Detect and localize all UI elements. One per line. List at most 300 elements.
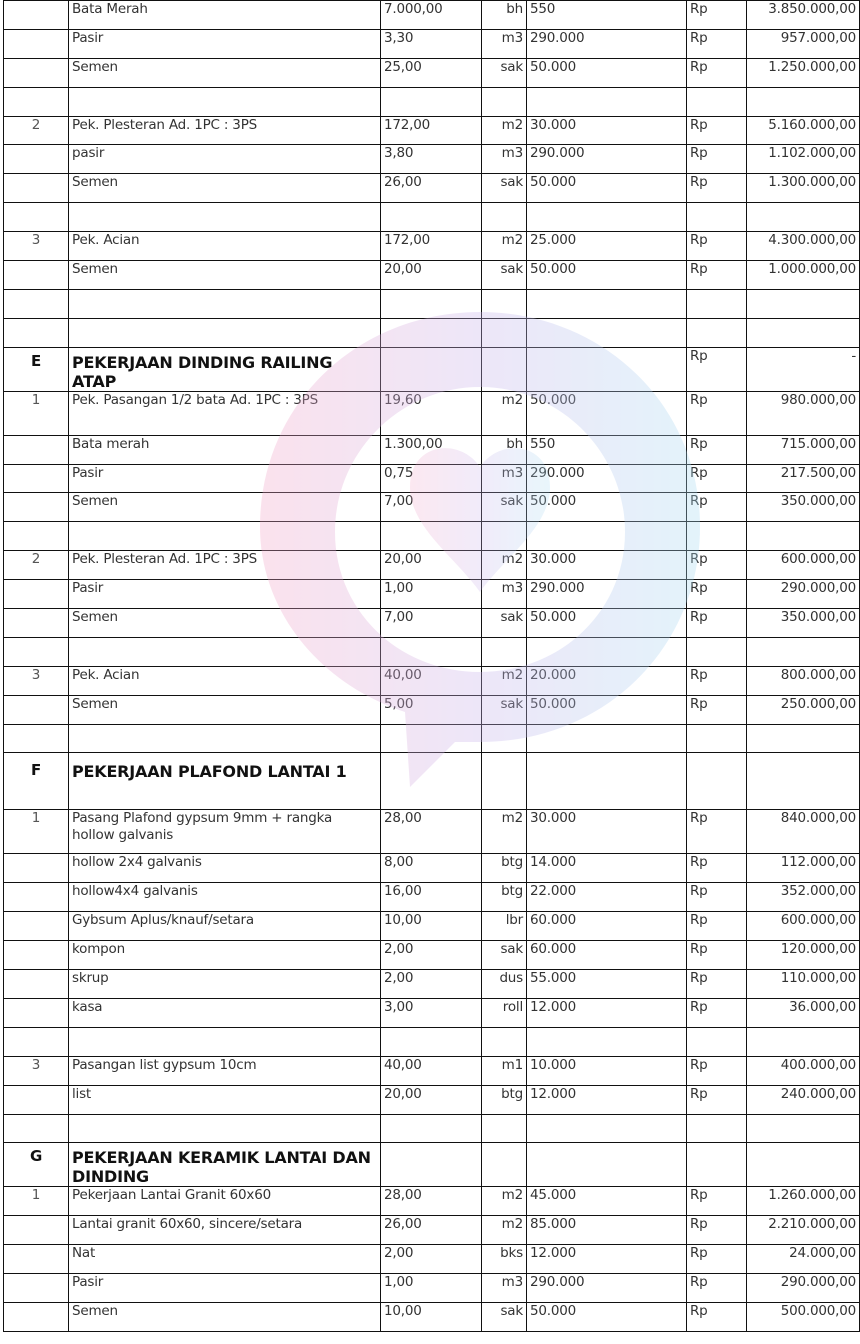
item-total: 112.000,00: [747, 854, 860, 883]
item-volume: 1.300,00: [381, 435, 482, 464]
item-unit-price: 290.000: [527, 580, 687, 609]
item-total: [747, 1114, 860, 1143]
item-volume: 8,00: [381, 854, 482, 883]
item-number: [4, 29, 69, 58]
item-volume: 172,00: [381, 232, 482, 261]
item-unit: sak: [482, 1302, 527, 1331]
blank-row: [4, 87, 860, 116]
item-unit: m3: [482, 29, 527, 58]
item-currency: Rp: [687, 1216, 747, 1245]
item-unit: [482, 347, 527, 391]
item-total: [747, 318, 860, 347]
table-row: [4, 116, 860, 145]
item-unit-price: 50.000: [527, 58, 687, 87]
item-volume: 20,00: [381, 551, 482, 580]
section-header-row: [4, 1143, 860, 1187]
item-total: 240.000,00: [747, 1085, 860, 1114]
item-unit: [482, 289, 527, 318]
item-unit: dus: [482, 970, 527, 999]
item-currency: Rp: [687, 666, 747, 695]
item-description: [69, 203, 381, 232]
item-currency: Rp: [687, 29, 747, 58]
item-unit: btg: [482, 883, 527, 912]
section-header-row: [4, 753, 860, 810]
item-description: Semen: [69, 609, 381, 638]
item-description: Semen: [69, 58, 381, 87]
item-description: [69, 1027, 381, 1056]
item-unit: bh: [482, 1, 527, 30]
item-unit-price: [527, 522, 687, 551]
item-number: [4, 854, 69, 883]
item-number: [4, 580, 69, 609]
item-unit: [482, 1027, 527, 1056]
item-description: Pekerjaan Lantai Granit 60x60: [69, 1187, 381, 1216]
item-total: 4.300.000,00: [747, 232, 860, 261]
item-description: Pek. Pasangan 1/2 bata Ad. 1PC : 3PS: [69, 391, 381, 435]
item-unit: [482, 87, 527, 116]
item-unit-price: 50.000: [527, 1302, 687, 1331]
item-total: 250.000,00: [747, 695, 860, 724]
item-description: Lantai granit 60x60, sincere/setara: [69, 1216, 381, 1245]
table-row: [4, 145, 860, 174]
table-row: [4, 1245, 860, 1274]
item-description: Semen: [69, 174, 381, 203]
item-unit-price: 55.000: [527, 970, 687, 999]
item-unit: m2: [482, 391, 527, 435]
item-unit: m2: [482, 1187, 527, 1216]
item-volume: 10,00: [381, 912, 482, 941]
item-volume: 19,60: [381, 391, 482, 435]
table-row: [4, 1274, 860, 1303]
table-row: [4, 666, 860, 695]
item-currency: Rp: [687, 58, 747, 87]
item-volume: 1,00: [381, 580, 482, 609]
item-unit-price: 85.000: [527, 1216, 687, 1245]
item-total: 1.250.000,00: [747, 58, 860, 87]
section-header-row: [4, 347, 860, 391]
item-number: [4, 1, 69, 30]
item-number: 2: [4, 551, 69, 580]
item-total: 120.000,00: [747, 941, 860, 970]
item-total: [747, 1143, 860, 1187]
item-currency: Rp: [687, 1245, 747, 1274]
item-description: Gybsum Aplus/knauf/setara: [69, 912, 381, 941]
item-unit-price: 290.000: [527, 1274, 687, 1303]
item-number: [4, 289, 69, 318]
item-description: PEKERJAAN PLAFOND LANTAI 1: [69, 753, 381, 810]
table-row: [4, 1, 860, 30]
item-unit: m2: [482, 1216, 527, 1245]
item-description: [69, 318, 381, 347]
item-unit: [482, 753, 527, 810]
item-unit-price: 290.000: [527, 464, 687, 493]
item-number: 1: [4, 810, 69, 854]
item-total: 3.850.000,00: [747, 1, 860, 30]
item-number: [4, 998, 69, 1027]
item-volume: 20,00: [381, 1085, 482, 1114]
item-number: 2: [4, 116, 69, 145]
item-total: 980.000,00: [747, 391, 860, 435]
item-total: [747, 1027, 860, 1056]
item-unit-price: 25.000: [527, 232, 687, 261]
table-row: [4, 695, 860, 724]
item-unit: sak: [482, 58, 527, 87]
item-unit-price: 30.000: [527, 116, 687, 145]
item-unit-price: 50.000: [527, 609, 687, 638]
blank-row: [4, 724, 860, 753]
table-row: [4, 1187, 860, 1216]
item-volume: 2,00: [381, 970, 482, 999]
item-unit: sak: [482, 609, 527, 638]
table-row: [4, 232, 860, 261]
item-description: Semen: [69, 493, 381, 522]
item-description: [69, 724, 381, 753]
item-currency: Rp: [687, 116, 747, 145]
item-description: Semen: [69, 261, 381, 290]
item-currency: Rp: [687, 998, 747, 1027]
item-unit: btg: [482, 854, 527, 883]
item-unit: [482, 522, 527, 551]
table-row: [4, 29, 860, 58]
table-row: [4, 261, 860, 290]
item-total: 400.000,00: [747, 1056, 860, 1085]
item-currency: Rp: [687, 912, 747, 941]
item-currency: Rp: [687, 854, 747, 883]
item-unit: sak: [482, 174, 527, 203]
table-row: [4, 1056, 860, 1085]
item-number: [4, 203, 69, 232]
table-row: [4, 883, 860, 912]
blank-row: [4, 1114, 860, 1143]
item-unit: m2: [482, 551, 527, 580]
blank-row: [4, 1027, 860, 1056]
item-unit-price: [527, 753, 687, 810]
item-volume: 7,00: [381, 609, 482, 638]
item-number: [4, 1216, 69, 1245]
item-unit-price: [527, 203, 687, 232]
item-description: Pasir: [69, 464, 381, 493]
item-volume: [381, 724, 482, 753]
item-number: [4, 1027, 69, 1056]
item-currency: Rp: [687, 1085, 747, 1114]
item-description: PEKERJAAN KERAMIK LANTAI DAN DINDING: [69, 1143, 381, 1187]
table-row: [4, 435, 860, 464]
item-total: [747, 637, 860, 666]
item-number: [4, 1274, 69, 1303]
item-volume: [381, 87, 482, 116]
item-description: Pasir: [69, 1274, 381, 1303]
item-unit-price: 550: [527, 435, 687, 464]
item-total: 800.000,00: [747, 666, 860, 695]
item-description: Pasir: [69, 29, 381, 58]
item-unit: [482, 203, 527, 232]
item-unit-price: 550: [527, 1, 687, 30]
item-currency: [687, 87, 747, 116]
item-total: [747, 87, 860, 116]
item-volume: 3,30: [381, 29, 482, 58]
item-unit-price: [527, 1143, 687, 1187]
table-row: [4, 391, 860, 435]
item-description: Pasangan list gypsum 10cm: [69, 1056, 381, 1085]
item-currency: Rp: [687, 695, 747, 724]
item-currency: Rp: [687, 261, 747, 290]
item-description: PEKERJAAN DINDING RAILING ATAP: [69, 347, 381, 391]
item-volume: 40,00: [381, 1056, 482, 1085]
item-number: [4, 58, 69, 87]
item-currency: Rp: [687, 580, 747, 609]
item-currency: Rp: [687, 1274, 747, 1303]
item-unit-price: 290.000: [527, 29, 687, 58]
item-number: [4, 724, 69, 753]
item-volume: [381, 637, 482, 666]
item-unit-price: [527, 289, 687, 318]
item-currency: Rp: [687, 551, 747, 580]
item-volume: 2,00: [381, 1245, 482, 1274]
table-row: [4, 912, 860, 941]
item-unit-price: 22.000: [527, 883, 687, 912]
item-unit: roll: [482, 998, 527, 1027]
item-total: 1.102.000,00: [747, 145, 860, 174]
item-unit: [482, 1114, 527, 1143]
item-unit-price: 50.000: [527, 261, 687, 290]
item-volume: 28,00: [381, 1187, 482, 1216]
item-total: 1.000.000,00: [747, 261, 860, 290]
item-unit-price: 12.000: [527, 1085, 687, 1114]
item-description: Pasir: [69, 580, 381, 609]
item-unit-price: 45.000: [527, 1187, 687, 1216]
item-currency: Rp: [687, 391, 747, 435]
item-unit: lbr: [482, 912, 527, 941]
item-description: Pek. Acian: [69, 666, 381, 695]
item-currency: Rp: [687, 1302, 747, 1331]
table-row: [4, 854, 860, 883]
item-unit-price: 12.000: [527, 998, 687, 1027]
table-row: [4, 1302, 860, 1331]
table-row: [4, 1085, 860, 1114]
item-number: [4, 912, 69, 941]
item-total: 36.000,00: [747, 998, 860, 1027]
item-total: 350.000,00: [747, 609, 860, 638]
item-description: Bata merah: [69, 435, 381, 464]
item-number: [4, 883, 69, 912]
table-row: [4, 551, 860, 580]
item-currency: Rp: [687, 464, 747, 493]
item-currency: Rp: [687, 810, 747, 854]
item-volume: 20,00: [381, 261, 482, 290]
item-total: [747, 522, 860, 551]
item-number: [4, 1245, 69, 1274]
item-description: kasa: [69, 998, 381, 1027]
item-total: 1.260.000,00: [747, 1187, 860, 1216]
table-row: [4, 810, 860, 854]
item-volume: 7.000,00: [381, 1, 482, 30]
item-currency: Rp: [687, 970, 747, 999]
item-volume: [381, 289, 482, 318]
item-volume: [381, 347, 482, 391]
item-unit-price: 60.000: [527, 941, 687, 970]
item-total: 957.000,00: [747, 29, 860, 58]
item-unit-price: [527, 347, 687, 391]
item-unit-price: 50.000: [527, 174, 687, 203]
item-unit: m2: [482, 666, 527, 695]
table-row: [4, 493, 860, 522]
item-currency: [687, 289, 747, 318]
item-unit-price: [527, 1027, 687, 1056]
item-total: 217.500,00: [747, 464, 860, 493]
item-unit: [482, 637, 527, 666]
item-currency: [687, 318, 747, 347]
item-unit: [482, 318, 527, 347]
item-number: [4, 145, 69, 174]
item-volume: [381, 318, 482, 347]
item-unit: sak: [482, 493, 527, 522]
item-number: [4, 970, 69, 999]
item-total: 110.000,00: [747, 970, 860, 999]
item-unit: m1: [482, 1056, 527, 1085]
item-volume: 16,00: [381, 883, 482, 912]
item-volume: [381, 753, 482, 810]
item-number: 3: [4, 1056, 69, 1085]
item-unit: m3: [482, 464, 527, 493]
item-currency: [687, 1143, 747, 1187]
item-unit-price: [527, 1114, 687, 1143]
item-number: [4, 435, 69, 464]
table-body: [4, 1, 860, 1332]
cost-table: [3, 0, 860, 1332]
item-unit: sak: [482, 941, 527, 970]
item-total: 24.000,00: [747, 1245, 860, 1274]
item-number: [4, 1114, 69, 1143]
table-row: [4, 174, 860, 203]
item-unit: m3: [482, 1274, 527, 1303]
item-unit-price: 20.000: [527, 666, 687, 695]
item-description: hollow4x4 galvanis: [69, 883, 381, 912]
item-unit-price: 50.000: [527, 493, 687, 522]
item-total: 600.000,00: [747, 551, 860, 580]
blank-row: [4, 203, 860, 232]
item-unit: m2: [482, 116, 527, 145]
item-number: [4, 637, 69, 666]
item-volume: 26,00: [381, 174, 482, 203]
item-total: 2.210.000,00: [747, 1216, 860, 1245]
item-currency: [687, 522, 747, 551]
item-volume: [381, 522, 482, 551]
item-currency: [687, 1114, 747, 1143]
item-number: [4, 522, 69, 551]
item-number: [4, 318, 69, 347]
item-unit: m3: [482, 145, 527, 174]
table-row: [4, 464, 860, 493]
item-unit: btg: [482, 1085, 527, 1114]
item-number: 1: [4, 1187, 69, 1216]
item-total: 1.300.000,00: [747, 174, 860, 203]
item-volume: 172,00: [381, 116, 482, 145]
item-unit: [482, 724, 527, 753]
item-currency: Rp: [687, 435, 747, 464]
item-volume: 25,00: [381, 58, 482, 87]
item-number: [4, 261, 69, 290]
item-volume: 40,00: [381, 666, 482, 695]
item-description: Pek. Plesteran Ad. 1PC : 3PS: [69, 116, 381, 145]
item-description: [69, 637, 381, 666]
blank-row: [4, 522, 860, 551]
item-number: [4, 609, 69, 638]
item-unit-price: 14.000: [527, 854, 687, 883]
table-row: [4, 58, 860, 87]
item-unit: [482, 1143, 527, 1187]
item-unit: m2: [482, 810, 527, 854]
item-unit: sak: [482, 261, 527, 290]
item-currency: Rp: [687, 1187, 747, 1216]
item-currency: Rp: [687, 145, 747, 174]
item-total: 290.000,00: [747, 580, 860, 609]
item-currency: Rp: [687, 941, 747, 970]
blank-row: [4, 289, 860, 318]
item-unit-price: 12.000: [527, 1245, 687, 1274]
item-total: -: [747, 347, 860, 391]
item-unit-price: 50.000: [527, 695, 687, 724]
item-volume: 10,00: [381, 1302, 482, 1331]
item-unit-price: 10.000: [527, 1056, 687, 1085]
item-number: [4, 87, 69, 116]
item-currency: Rp: [687, 609, 747, 638]
item-number: [4, 1302, 69, 1331]
item-total: 840.000,00: [747, 810, 860, 854]
item-total: [747, 203, 860, 232]
item-unit: m2: [482, 232, 527, 261]
item-description: Pasang Plafond gypsum 9mm + rangka hollow galvanis: [69, 810, 381, 854]
item-currency: [687, 1027, 747, 1056]
item-total: 5.160.000,00: [747, 116, 860, 145]
item-total: 290.000,00: [747, 1274, 860, 1303]
item-volume: 0,75: [381, 464, 482, 493]
item-unit-price: 30.000: [527, 810, 687, 854]
item-description: Semen: [69, 1302, 381, 1331]
item-description: kompon: [69, 941, 381, 970]
item-number: G: [4, 1143, 69, 1187]
item-total: [747, 289, 860, 318]
item-total: 600.000,00: [747, 912, 860, 941]
item-currency: [687, 753, 747, 810]
item-description: Pek. Acian: [69, 232, 381, 261]
item-description: Nat: [69, 1245, 381, 1274]
item-number: [4, 695, 69, 724]
item-currency: Rp: [687, 347, 747, 391]
item-description: [69, 522, 381, 551]
item-currency: [687, 724, 747, 753]
item-unit-price: 50.000: [527, 391, 687, 435]
item-description: [69, 1114, 381, 1143]
item-description: Semen: [69, 695, 381, 724]
item-number: F: [4, 753, 69, 810]
item-unit: m3: [482, 580, 527, 609]
item-total: [747, 753, 860, 810]
item-unit-price: [527, 724, 687, 753]
item-currency: Rp: [687, 493, 747, 522]
item-description: [69, 87, 381, 116]
item-volume: [381, 1114, 482, 1143]
item-number: 3: [4, 666, 69, 695]
item-description: Bata Merah: [69, 1, 381, 30]
table-row: [4, 1216, 860, 1245]
item-unit: sak: [482, 695, 527, 724]
table-row: [4, 941, 860, 970]
item-volume: [381, 203, 482, 232]
item-description: Pek. Plesteran Ad. 1PC : 3PS: [69, 551, 381, 580]
item-currency: [687, 203, 747, 232]
item-description: pasir: [69, 145, 381, 174]
item-unit-price: [527, 637, 687, 666]
